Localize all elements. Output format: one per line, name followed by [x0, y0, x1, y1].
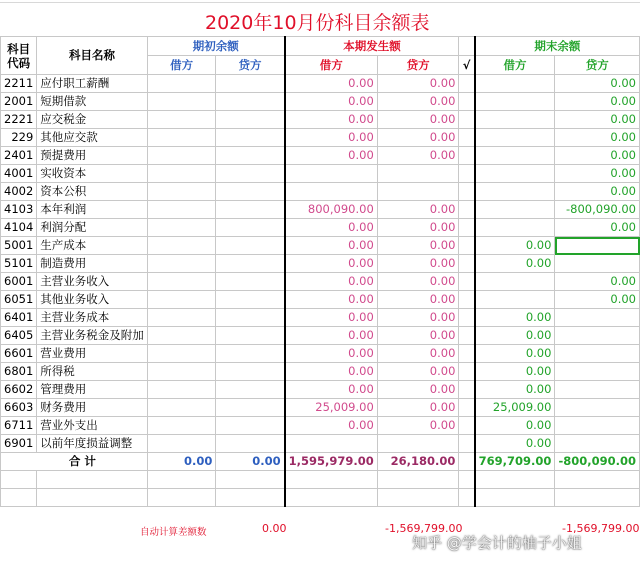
period-credit-cell[interactable]: 0.00 — [377, 93, 459, 111]
opening-credit-cell[interactable] — [216, 219, 285, 237]
period-credit-cell[interactable] — [377, 435, 459, 453]
opening-credit-cell[interactable] — [216, 363, 285, 381]
opening-credit-cell[interactable] — [216, 417, 285, 435]
account-code[interactable]: 6051 — [1, 291, 37, 309]
col-header-closing-credit[interactable]: 贷方 — [555, 56, 640, 75]
opening-credit-cell[interactable] — [216, 93, 285, 111]
col-header-name[interactable]: 科目名称 — [37, 37, 148, 75]
closing-credit-cell[interactable]: 0.00 — [555, 93, 640, 111]
check-cell[interactable] — [459, 417, 475, 435]
opening-debit-cell[interactable] — [147, 93, 216, 111]
period-credit-cell[interactable]: 0.00 — [377, 381, 459, 399]
empty-cell[interactable] — [216, 489, 285, 507]
table-row — [1, 147, 640, 165]
closing-debit-cell[interactable]: 25,009.00 — [475, 399, 555, 417]
period-debit-cell[interactable]: 0.00 — [285, 417, 378, 435]
account-name[interactable]: 管理费用 — [37, 381, 148, 399]
total-check-cell[interactable] — [459, 453, 475, 471]
opening-credit-cell[interactable] — [216, 381, 285, 399]
opening-credit-cell[interactable] — [216, 147, 285, 165]
opening-debit-cell[interactable] — [147, 165, 216, 183]
table-row — [1, 255, 640, 273]
table-row — [1, 345, 640, 363]
account-name[interactable]: 应交税金 — [37, 111, 148, 129]
closing-credit-cell[interactable] — [555, 255, 640, 273]
table-row — [1, 183, 640, 201]
total-opening-credit[interactable]: 0.00 — [216, 453, 285, 471]
period-debit-cell[interactable]: 0.00 — [285, 75, 378, 93]
account-name[interactable]: 所得税 — [37, 363, 148, 381]
account-code[interactable]: 6901 — [1, 435, 37, 453]
account-name[interactable]: 利润分配 — [37, 219, 148, 237]
closing-credit-cell[interactable]: 0.00 — [555, 273, 640, 291]
account-name[interactable]: 生产成本 — [37, 237, 148, 255]
account-code[interactable]: 6603 — [1, 399, 37, 417]
sheet-title-bar — [0, 6, 640, 36]
period-debit-cell[interactable]: 0.00 — [285, 363, 378, 381]
account-name[interactable]: 主营业务收入 — [37, 273, 148, 291]
period-debit-cell[interactable]: 0.00 — [285, 93, 378, 111]
account-name[interactable]: 资本公积 — [37, 183, 148, 201]
sheet-title: 2020年10月份科目余额表 — [205, 12, 430, 34]
account-name[interactable]: 短期借款 — [37, 93, 148, 111]
check-cell[interactable] — [459, 201, 475, 219]
closing-debit-cell[interactable] — [475, 165, 555, 183]
account-name[interactable]: 营业费用 — [37, 345, 148, 363]
empty-cell[interactable] — [147, 471, 216, 489]
period-credit-cell[interactable]: 0.00 — [377, 111, 459, 129]
empty-cell[interactable] — [37, 489, 148, 507]
opening-credit-cell[interactable] — [216, 111, 285, 129]
account-code[interactable]: 2001 — [1, 93, 37, 111]
closing-debit-cell[interactable]: 0.00 — [475, 417, 555, 435]
table-row — [1, 309, 640, 327]
check-cell[interactable] — [459, 273, 475, 291]
check-cell[interactable] — [459, 75, 475, 93]
opening-debit-cell[interactable] — [147, 255, 216, 273]
col-header-opening[interactable]: 期初余额 — [147, 37, 284, 56]
empty-cell[interactable] — [555, 471, 640, 489]
check-cell[interactable] — [459, 399, 475, 417]
account-code[interactable]: 2221 — [1, 111, 37, 129]
period-credit-cell[interactable]: 0.00 — [377, 75, 459, 93]
opening-debit-cell[interactable] — [147, 309, 216, 327]
closing-credit-cell[interactable] — [555, 327, 640, 345]
closing-debit-cell[interactable] — [475, 291, 555, 309]
opening-credit-cell[interactable] — [216, 183, 285, 201]
closing-credit-cell[interactable] — [555, 363, 640, 381]
empty-cell[interactable] — [459, 489, 475, 507]
account-name[interactable]: 预提费用 — [37, 147, 148, 165]
diff-closing[interactable]: -1,569,799.00 — [562, 522, 640, 535]
account-name[interactable]: 主营业务税金及附加 — [37, 327, 148, 345]
period-credit-cell[interactable]: 0.00 — [377, 345, 459, 363]
opening-credit-cell[interactable] — [216, 435, 285, 453]
account-code[interactable]: 6601 — [1, 345, 37, 363]
period-debit-cell[interactable]: 0.00 — [285, 147, 378, 165]
closing-debit-cell[interactable] — [475, 201, 555, 219]
account-code[interactable]: 5001 — [1, 237, 37, 255]
period-debit-cell[interactable]: 0.00 — [285, 219, 378, 237]
opening-debit-cell[interactable] — [147, 417, 216, 435]
check-cell[interactable] — [459, 219, 475, 237]
account-code[interactable]: 2211 — [1, 75, 37, 93]
closing-debit-cell[interactable]: 0.00 — [475, 255, 555, 273]
closing-credit-cell[interactable] — [555, 381, 640, 399]
col-header-closing[interactable]: 期末余额 — [475, 37, 640, 56]
col-header-period[interactable]: 本期发生额 — [285, 37, 459, 56]
opening-debit-cell[interactable] — [147, 399, 216, 417]
account-code[interactable]: 229 — [1, 129, 37, 147]
opening-debit-cell[interactable] — [147, 219, 216, 237]
closing-debit-cell[interactable] — [475, 93, 555, 111]
account-name[interactable]: 实收资本 — [37, 165, 148, 183]
period-debit-cell[interactable] — [285, 435, 378, 453]
empty-cell[interactable] — [285, 471, 378, 489]
empty-cell[interactable] — [459, 471, 475, 489]
empty-cell[interactable] — [216, 471, 285, 489]
empty-row — [1, 471, 640, 489]
period-debit-cell[interactable] — [285, 165, 378, 183]
col-header-opening-debit[interactable]: 借方 — [147, 56, 216, 75]
table-row — [1, 399, 640, 417]
period-debit-cell[interactable]: 25,009.00 — [285, 399, 378, 417]
opening-debit-cell[interactable] — [147, 363, 216, 381]
closing-credit-cell[interactable]: 0.00 — [555, 219, 640, 237]
account-code[interactable]: 5101 — [1, 255, 37, 273]
col-header-closing-debit[interactable]: 借方 — [475, 56, 555, 75]
account-code[interactable]: 6401 — [1, 309, 37, 327]
account-code[interactable]: 2401 — [1, 147, 37, 165]
col-header-opening-credit[interactable]: 贷方 — [216, 56, 285, 75]
check-cell[interactable] — [459, 309, 475, 327]
table-row — [1, 291, 640, 309]
closing-debit-cell[interactable] — [475, 129, 555, 147]
table-row — [1, 165, 640, 183]
empty-cell[interactable] — [377, 489, 459, 507]
opening-credit-cell[interactable] — [216, 75, 285, 93]
opening-debit-cell[interactable] — [147, 273, 216, 291]
account-code[interactable]: 6711 — [1, 417, 37, 435]
account-name[interactable]: 财务费用 — [37, 399, 148, 417]
closing-credit-cell[interactable] — [555, 237, 640, 255]
period-debit-cell[interactable]: 0.00 — [285, 381, 378, 399]
closing-debit-cell[interactable]: 0.00 — [475, 363, 555, 381]
period-debit-cell[interactable]: 0.00 — [285, 309, 378, 327]
account-name[interactable]: 制造费用 — [37, 255, 148, 273]
table-row — [1, 237, 640, 255]
account-code[interactable]: 4103 — [1, 201, 37, 219]
table-row — [1, 93, 640, 111]
empty-row — [1, 489, 640, 507]
check-cell[interactable] — [459, 165, 475, 183]
check-cell[interactable] — [459, 345, 475, 363]
empty-cell[interactable] — [555, 489, 640, 507]
check-cell[interactable] — [459, 255, 475, 273]
empty-cell[interactable] — [475, 471, 555, 489]
opening-debit-cell[interactable] — [147, 291, 216, 309]
total-closing-debit[interactable]: 769,709.00 — [475, 453, 555, 471]
closing-debit-cell[interactable]: 0.00 — [475, 381, 555, 399]
period-credit-cell[interactable]: 0.00 — [377, 129, 459, 147]
opening-debit-cell[interactable] — [147, 183, 216, 201]
table-row — [1, 129, 640, 147]
check-cell[interactable] — [459, 183, 475, 201]
table-row — [1, 381, 640, 399]
check-cell[interactable] — [459, 381, 475, 399]
account-code[interactable]: 4104 — [1, 219, 37, 237]
empty-cell[interactable] — [1, 489, 37, 507]
period-credit-cell[interactable]: 0.00 — [377, 237, 459, 255]
account-name[interactable]: 其他业务收入 — [37, 291, 148, 309]
closing-debit-cell[interactable] — [475, 147, 555, 165]
table-row — [1, 219, 640, 237]
check-cell[interactable] — [459, 147, 475, 165]
opening-credit-cell[interactable] — [216, 309, 285, 327]
period-debit-cell[interactable]: 0.00 — [285, 273, 378, 291]
account-code[interactable]: 6001 — [1, 273, 37, 291]
opening-credit-cell[interactable] — [216, 165, 285, 183]
empty-cell[interactable] — [147, 489, 216, 507]
period-credit-cell[interactable]: 0.00 — [377, 327, 459, 345]
total-label: 合 计 — [1, 453, 148, 471]
period-debit-cell[interactable] — [285, 183, 378, 201]
col-header-period-debit[interactable]: 借方 — [285, 56, 378, 75]
period-debit-cell[interactable]: 0.00 — [285, 327, 378, 345]
table-row — [1, 363, 640, 381]
period-credit-cell[interactable]: 0.00 — [377, 147, 459, 165]
table-row — [1, 111, 640, 129]
empty-cell[interactable] — [377, 471, 459, 489]
closing-debit-cell[interactable] — [475, 183, 555, 201]
empty-cell[interactable] — [1, 471, 37, 489]
watermark: 知乎 @学会计的柚子小姐 — [412, 534, 582, 552]
empty-cell[interactable] — [475, 489, 555, 507]
period-credit-cell[interactable]: 0.00 — [377, 219, 459, 237]
closing-credit-cell[interactable]: 0.00 — [555, 165, 640, 183]
period-debit-cell[interactable]: 0.00 — [285, 237, 378, 255]
check-cell[interactable] — [459, 291, 475, 309]
opening-debit-cell[interactable] — [147, 345, 216, 363]
closing-credit-cell[interactable] — [555, 309, 640, 327]
closing-credit-cell[interactable]: 0.00 — [555, 291, 640, 309]
top-border — [0, 2, 640, 3]
check-cell[interactable] — [459, 327, 475, 345]
closing-credit-cell[interactable] — [555, 345, 640, 363]
period-credit-cell[interactable] — [377, 183, 459, 201]
account-name[interactable]: 本年利润 — [37, 201, 148, 219]
opening-debit-cell[interactable] — [147, 129, 216, 147]
opening-debit-cell[interactable] — [147, 111, 216, 129]
table-row — [1, 273, 640, 291]
opening-debit-cell[interactable] — [147, 381, 216, 399]
table-row — [1, 327, 640, 345]
closing-debit-cell[interactable] — [475, 75, 555, 93]
closing-debit-cell[interactable]: 0.00 — [475, 237, 555, 255]
opening-credit-cell[interactable] — [216, 345, 285, 363]
empty-cell[interactable] — [285, 489, 378, 507]
period-credit-cell[interactable]: 0.00 — [377, 309, 459, 327]
balance-table — [0, 36, 640, 507]
closing-credit-cell[interactable]: 0.00 — [555, 183, 640, 201]
account-name[interactable]: 营业外支出 — [37, 417, 148, 435]
closing-credit-cell[interactable]: 0.00 — [555, 75, 640, 93]
opening-credit-cell[interactable] — [216, 129, 285, 147]
col-header-code[interactable]: 科目 代码 — [1, 37, 37, 75]
opening-credit-cell[interactable] — [216, 273, 285, 291]
period-debit-cell[interactable]: 0.00 — [285, 291, 378, 309]
diff-period[interactable]: -1,569,799.00 — [385, 522, 463, 535]
closing-credit-cell[interactable] — [555, 435, 640, 453]
closing-credit-cell[interactable] — [555, 417, 640, 435]
account-name[interactable]: 以前年度损益调整 — [37, 435, 148, 453]
check-cell[interactable] — [459, 111, 475, 129]
opening-credit-cell[interactable] — [216, 255, 285, 273]
opening-credit-cell[interactable] — [216, 291, 285, 309]
check-cell[interactable] — [459, 363, 475, 381]
opening-debit-cell[interactable] — [147, 147, 216, 165]
period-debit-cell[interactable]: 0.00 — [285, 345, 378, 363]
opening-debit-cell[interactable] — [147, 75, 216, 93]
col-header-period-credit[interactable]: 贷方 — [377, 56, 459, 75]
period-credit-cell[interactable]: 0.00 — [377, 399, 459, 417]
total-opening-debit[interactable]: 0.00 — [147, 453, 216, 471]
account-code[interactable]: 4002 — [1, 183, 37, 201]
closing-credit-cell[interactable]: 0.00 — [555, 129, 640, 147]
closing-debit-cell[interactable] — [475, 111, 555, 129]
diff-label: 自动计算差额数 — [140, 527, 207, 538]
closing-debit-cell[interactable]: 0.00 — [475, 309, 555, 327]
closing-debit-cell[interactable] — [475, 273, 555, 291]
total-period-debit[interactable]: 1,595,979.00 — [285, 453, 378, 471]
account-code[interactable]: 6405 — [1, 327, 37, 345]
account-code[interactable]: 4001 — [1, 165, 37, 183]
closing-debit-cell[interactable]: 0.00 — [475, 327, 555, 345]
account-name[interactable]: 主营业务成本 — [37, 309, 148, 327]
check-cell[interactable] — [459, 435, 475, 453]
period-credit-cell[interactable]: 0.00 — [377, 417, 459, 435]
check-cell[interactable] — [459, 93, 475, 111]
empty-cell[interactable] — [37, 471, 148, 489]
total-period-credit[interactable]: 26,180.00 — [377, 453, 459, 471]
closing-credit-cell[interactable] — [555, 399, 640, 417]
opening-credit-cell[interactable] — [216, 399, 285, 417]
closing-credit-cell[interactable]: 0.00 — [555, 147, 640, 165]
table-row — [1, 417, 640, 435]
total-row — [1, 453, 640, 471]
opening-credit-cell[interactable] — [216, 237, 285, 255]
opening-credit-cell[interactable] — [216, 201, 285, 219]
period-credit-cell[interactable] — [377, 165, 459, 183]
closing-debit-cell[interactable] — [475, 219, 555, 237]
check-cell[interactable] — [459, 129, 475, 147]
account-code[interactable]: 6801 — [1, 363, 37, 381]
table-row — [1, 201, 640, 219]
period-credit-cell[interactable]: 0.00 — [377, 201, 459, 219]
period-debit-cell[interactable]: 0.00 — [285, 111, 378, 129]
total-closing-credit[interactable]: -800,090.00 — [555, 453, 640, 471]
opening-debit-cell[interactable] — [147, 201, 216, 219]
opening-debit-cell[interactable] — [147, 435, 216, 453]
closing-credit-cell[interactable]: -800,090.00 — [555, 201, 640, 219]
closing-debit-cell[interactable]: 0.00 — [475, 345, 555, 363]
account-name[interactable]: 应付职工薪酬 — [37, 75, 148, 93]
period-credit-cell[interactable]: 0.00 — [377, 255, 459, 273]
account-code[interactable]: 6602 — [1, 381, 37, 399]
opening-debit-cell[interactable] — [147, 237, 216, 255]
col-header-check[interactable]: √ — [459, 56, 475, 75]
closing-credit-cell[interactable]: 0.00 — [555, 111, 640, 129]
period-debit-cell[interactable]: 0.00 — [285, 255, 378, 273]
opening-credit-cell[interactable] — [216, 327, 285, 345]
period-credit-cell[interactable]: 0.00 — [377, 273, 459, 291]
closing-debit-cell[interactable]: 0.00 — [475, 435, 555, 453]
opening-debit-cell[interactable] — [147, 327, 216, 345]
table-row — [1, 435, 640, 453]
diff-opening[interactable]: 0.00 — [262, 522, 287, 535]
period-credit-cell[interactable]: 0.00 — [377, 363, 459, 381]
period-debit-cell[interactable]: 0.00 — [285, 129, 378, 147]
check-cell[interactable] — [459, 237, 475, 255]
account-name[interactable]: 其他应交款 — [37, 129, 148, 147]
table-row — [1, 75, 640, 93]
period-debit-cell[interactable]: 800,090.00 — [285, 201, 378, 219]
period-credit-cell[interactable]: 0.00 — [377, 291, 459, 309]
